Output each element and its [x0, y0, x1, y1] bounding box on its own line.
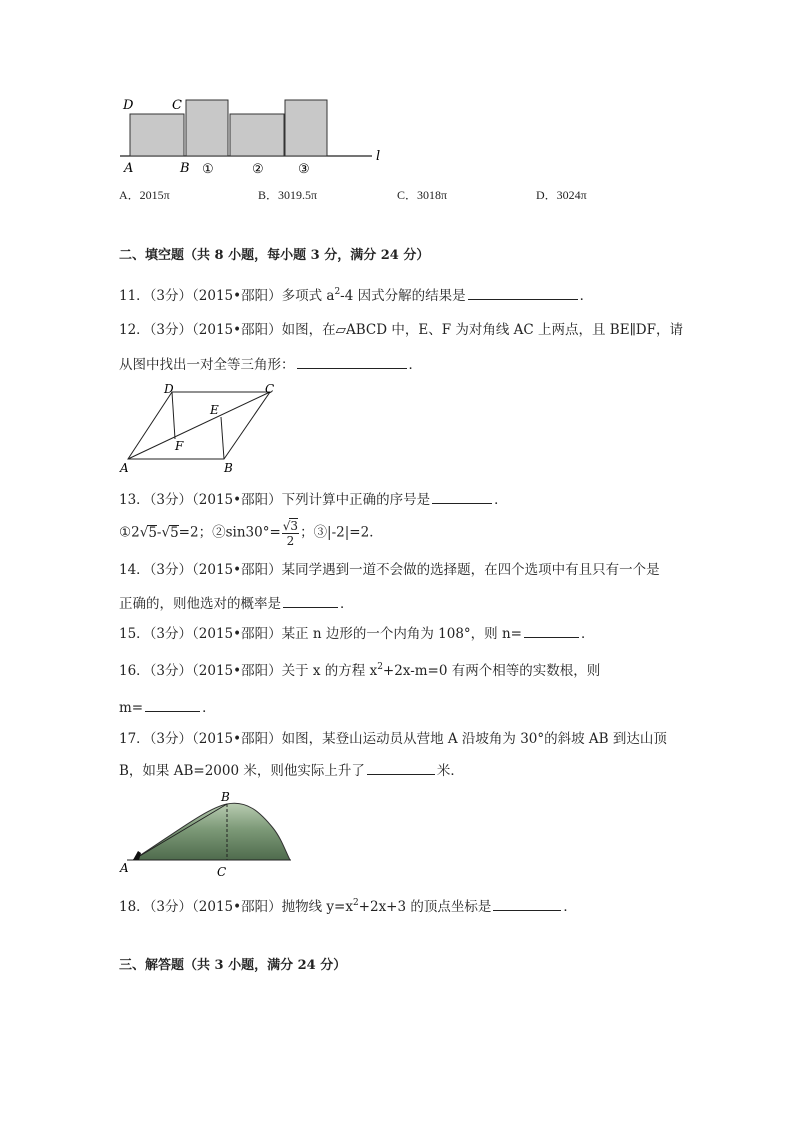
question-11: 11．（3分）（2015•邵阳）多项式 $a^2-4$ 因式分解的结果是 ． — [119, 287, 594, 304]
label-b: B — [221, 790, 230, 804]
label-f: F — [175, 439, 184, 453]
label-e: E — [210, 403, 219, 417]
question-16-line-1: 16．（3分）（2015•邵阳）关于 x 的方程 $x^2+2x-m=0$ 有两个相等的实数根，则 — [119, 662, 601, 679]
label-c: C — [265, 382, 275, 396]
label-a: A — [120, 461, 129, 475]
question-17-line-1: 17．（3分）（2015•邵阳）如图，某登山运动员从营地 A 沿坡角为 30°的斜坡 AB 到达山顶 — [119, 731, 667, 747]
label-circle-1: ① — [202, 162, 214, 177]
mountain-figure — [115, 788, 300, 880]
label-l: l — [376, 149, 381, 164]
answer-blank — [283, 593, 338, 608]
option-d: D．3024π — [536, 188, 587, 202]
question-18: 18．（3分）（2015•邵阳）抛物线 $y=x^2+2x+3$ 的顶点坐标是 ． — [119, 898, 577, 915]
label-d: D — [123, 98, 134, 113]
question-16-line-2: m= ． — [119, 697, 216, 718]
label-b: B — [180, 161, 190, 176]
label-circle-3: ③ — [298, 162, 310, 177]
question-14-line-2: 正确的，则他选对的概率是 ． — [119, 593, 354, 614]
label-c: C — [172, 98, 182, 113]
option-b: B．3019.5π — [258, 188, 318, 202]
answer-blank — [524, 623, 579, 638]
answer-blank — [367, 760, 435, 775]
answer-blank — [493, 896, 561, 911]
option-a: A．2015π — [119, 188, 170, 202]
question-17-line-2: B，如果 AB=2000 米，则他实际上升了 米． — [119, 760, 464, 781]
rectangle-roll-figure — [110, 92, 400, 182]
label-b: B — [224, 461, 233, 475]
question-13: 13．（3分）（2015•邵阳）下列计算中正确的序号是 ． — [119, 489, 508, 510]
answer-blank — [432, 489, 492, 504]
label-c: C — [217, 865, 227, 879]
question-12-line-1: 12．（3分）（2015•邵阳）如图，在▱ABCD 中，E、F 为对角线 AC 上两点，且 BE∥DF，请 — [119, 322, 683, 338]
label-a: A — [124, 161, 134, 176]
question-12-line-2: 从图中找出一对全等三角形： ． — [119, 354, 422, 375]
answer-blank — [468, 285, 578, 300]
section-2-title: 二、填空题（共 8 小题，每小题 3 分，满分 24 分） — [119, 248, 430, 263]
answer-blank — [297, 354, 407, 369]
answer-blank — [145, 697, 200, 712]
label-d: D — [164, 382, 174, 396]
label-a: A — [120, 861, 129, 875]
question-15: 15．（3分）（2015•邵阳）某正 n 边形的一个内角为 108°，则 n= ． — [119, 623, 594, 644]
section-3-title: 三、解答题（共 3 小题，满分 24 分） — [119, 958, 347, 973]
option-c: C．3018π — [397, 188, 448, 202]
question-13-items: ①2√5-√5=2；②sin30°= $\frac{√3}{2}$ ；③|-2|=2． — [119, 519, 383, 548]
question-14-line-1: 14．（3分）（2015•邵阳）某同学遇到一道不会做的选择题，在四个选项中有且只有一个是 — [119, 562, 660, 578]
label-circle-2: ② — [252, 162, 264, 177]
parallelogram-figure — [115, 380, 290, 478]
